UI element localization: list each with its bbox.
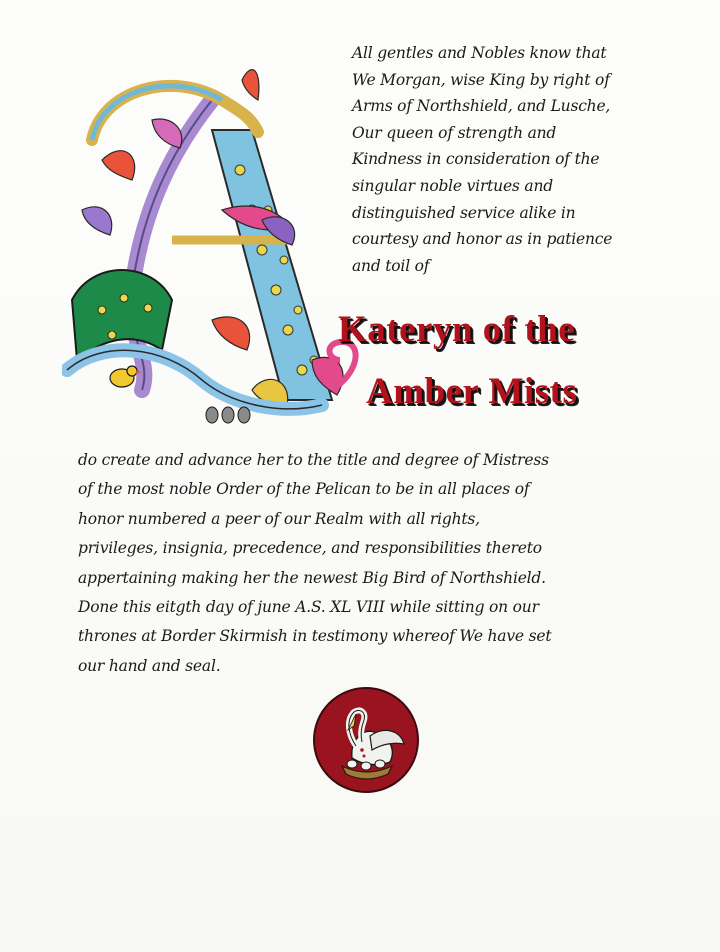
- body-line: appertaining making her the newest Big Bird of Northshield.: [78, 568, 546, 587]
- recipient-name-line1: Kateryn of the: [338, 309, 576, 350]
- intro-line: Arms of Northshield, and Lusche,: [352, 97, 611, 116]
- body-line: privileges, insignia, precedence, and responsibilities thereto: [78, 539, 542, 558]
- intro-line: and toil of: [352, 256, 430, 275]
- body-line: do create and advance her to the title and degree of Mistress: [78, 451, 549, 469]
- body-line: thrones at Border Skirmish in testimony whereof We have set: [78, 627, 552, 646]
- intro-text: [352, 40, 692, 279]
- body-line: our hand and seal.: [78, 656, 221, 675]
- intro-line: singular noble virtues and: [352, 176, 553, 195]
- intro-line: All gentles and Nobles know that: [352, 44, 607, 62]
- intro-line: distinguished service alike in: [352, 203, 576, 222]
- intro-line: We Morgan, wise King by right of: [352, 70, 610, 89]
- intro-line: courtesy and honor as in patience: [352, 230, 613, 249]
- body-line: honor numbered a peer of our Realm with all rights,: [78, 509, 480, 528]
- recipient-name-line2: Amber Mists: [366, 371, 578, 412]
- intro-line: Kindness in consideration of the: [352, 150, 600, 169]
- body-line: Done this eitgth day of june A.S. XL VIII while sitting on our: [78, 598, 539, 617]
- body-text: [78, 446, 688, 681]
- intro-line: Our queen of strength and: [352, 123, 557, 142]
- pelican-seal-icon: [312, 686, 420, 794]
- body-line: of the most noble Order of the Pelican to be in all places of: [78, 480, 530, 499]
- illuminated-initial-a-icon: [62, 60, 362, 450]
